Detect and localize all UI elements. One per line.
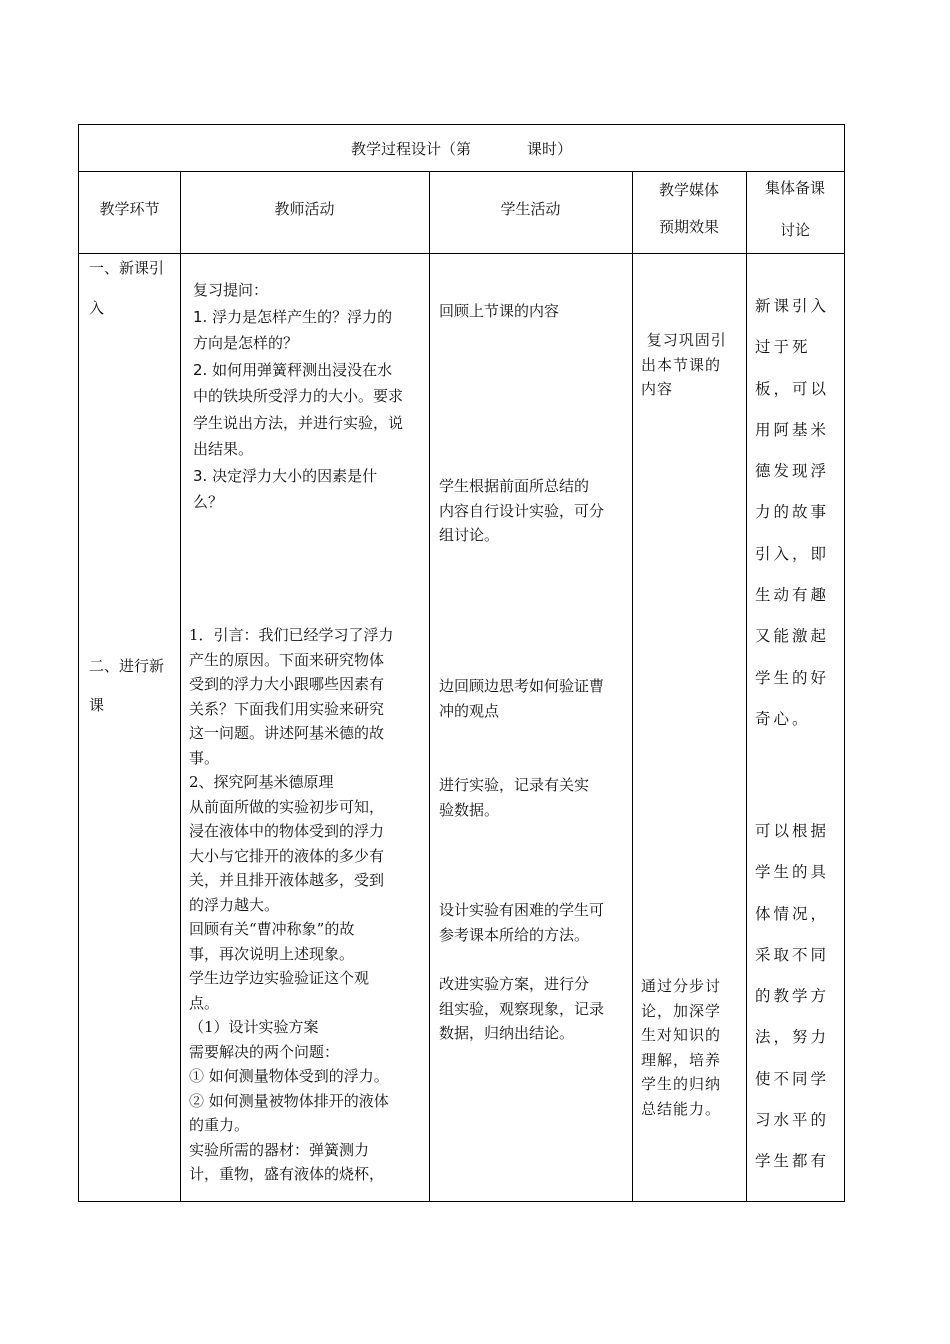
header-discussion-line2: 讨论 bbox=[779, 221, 810, 239]
media-effect-review: 复习巩固引 出本节课的 内容 bbox=[641, 331, 727, 398]
title-right: 课时） bbox=[527, 139, 573, 158]
table-title bbox=[79, 125, 844, 171]
header-student-activity: 学生活动 bbox=[500, 200, 561, 218]
header-media-line2: 预期效果 bbox=[658, 218, 719, 236]
student-activity-review: 回顾上节课的内容 bbox=[439, 302, 560, 320]
stage-1-line1: 一、新课引 bbox=[89, 259, 165, 277]
student-activity-design: 学生根据前面所总结的 内容自行设计实验，可分 组讨论。 bbox=[439, 477, 605, 544]
table-rule bbox=[79, 253, 844, 254]
title-left: 教学过程设计（第 bbox=[350, 139, 471, 158]
stage-2-line2: 课 bbox=[89, 696, 105, 714]
header-teacher-activity: 教师活动 bbox=[274, 200, 335, 218]
header-media-line1: 教学媒体 bbox=[658, 181, 719, 199]
student-activity-reference: 设计实验有困难的学生可 参考课本所给的方法。 bbox=[439, 901, 605, 944]
header-discussion-line1: 集体备课 bbox=[764, 179, 825, 197]
table-col-rule bbox=[746, 172, 747, 1202]
table-rule bbox=[79, 171, 844, 172]
media-effect-discussion: 通过分步讨 论，加深学 生对知识的 理解，培养 学生的归纳 总结能力。 bbox=[641, 977, 722, 1118]
table-col-rule bbox=[632, 172, 633, 1202]
teacher-review-questions: 复习提问： 1. 浮力是怎样产生的？浮力的 方向是怎样的？ 2. 如何用弹簧秤测出浸没在水 中的铁块所受浮力的大小。要求 学生说出方法，并进行实验，说 出结果。 3. 决定浮力大小的因素是什 么？ bbox=[193, 281, 404, 511]
teacher-lesson-content: 1．引言：我们已经学习了浮力 产生的原因。下面来研究物体 受到的浮力大小跟哪些因素有 关系？下面我们用实验来研究 这一问题。讲述阿基米德的故 事。 2、探究阿基米德原理 从前面所做的实验初步可知， 浸在液体中的物体受到的浮力 大小与它排开的液体的多少有 关，并且排开液体越多，受到 的浮力越大。 回顾有关“曹冲称象”的故 事，再次说明上述现象。 学生边学边实验验证这个观 点。 （1）设计实验方案 需要解决的两个问题： ① 如何测量物体受到的浮力。 ② 如何测量被物体排开的液体 的重力。 实验所需的器材：弹簧测力 计，重物，盛有液体的烧杯， bbox=[189, 626, 394, 1183]
student-activity-improve: 改进实验方案，进行分 组实验，观察现象，记录 数据，归纳出结论。 bbox=[439, 975, 605, 1042]
table-col-rule bbox=[180, 172, 181, 1202]
stage-2-line1: 二、进行新 bbox=[89, 657, 165, 675]
student-activity-think: 边回顾边思考如何验证曹 冲的观点 bbox=[439, 677, 605, 720]
discussion-intro-note: 新课引入 过于死 板，可以 用阿基米 德发现浮 力的故事 引入，即 生动有趣 又能激起 学生的好 奇心。 bbox=[755, 297, 830, 728]
lesson-plan-table bbox=[78, 124, 845, 1202]
header-teaching-stage: 教学环节 bbox=[99, 200, 160, 218]
student-activity-experiment: 进行实验，记录有关实 验数据。 bbox=[439, 776, 590, 819]
discussion-method-note: 可以根据 学生的具 体情况， 采取不同 的教学方 法，努力 使不同学 习水平的 学生都有 bbox=[755, 822, 830, 1171]
stage-1-line2: 入 bbox=[89, 299, 105, 317]
table-col-rule bbox=[429, 172, 430, 1202]
